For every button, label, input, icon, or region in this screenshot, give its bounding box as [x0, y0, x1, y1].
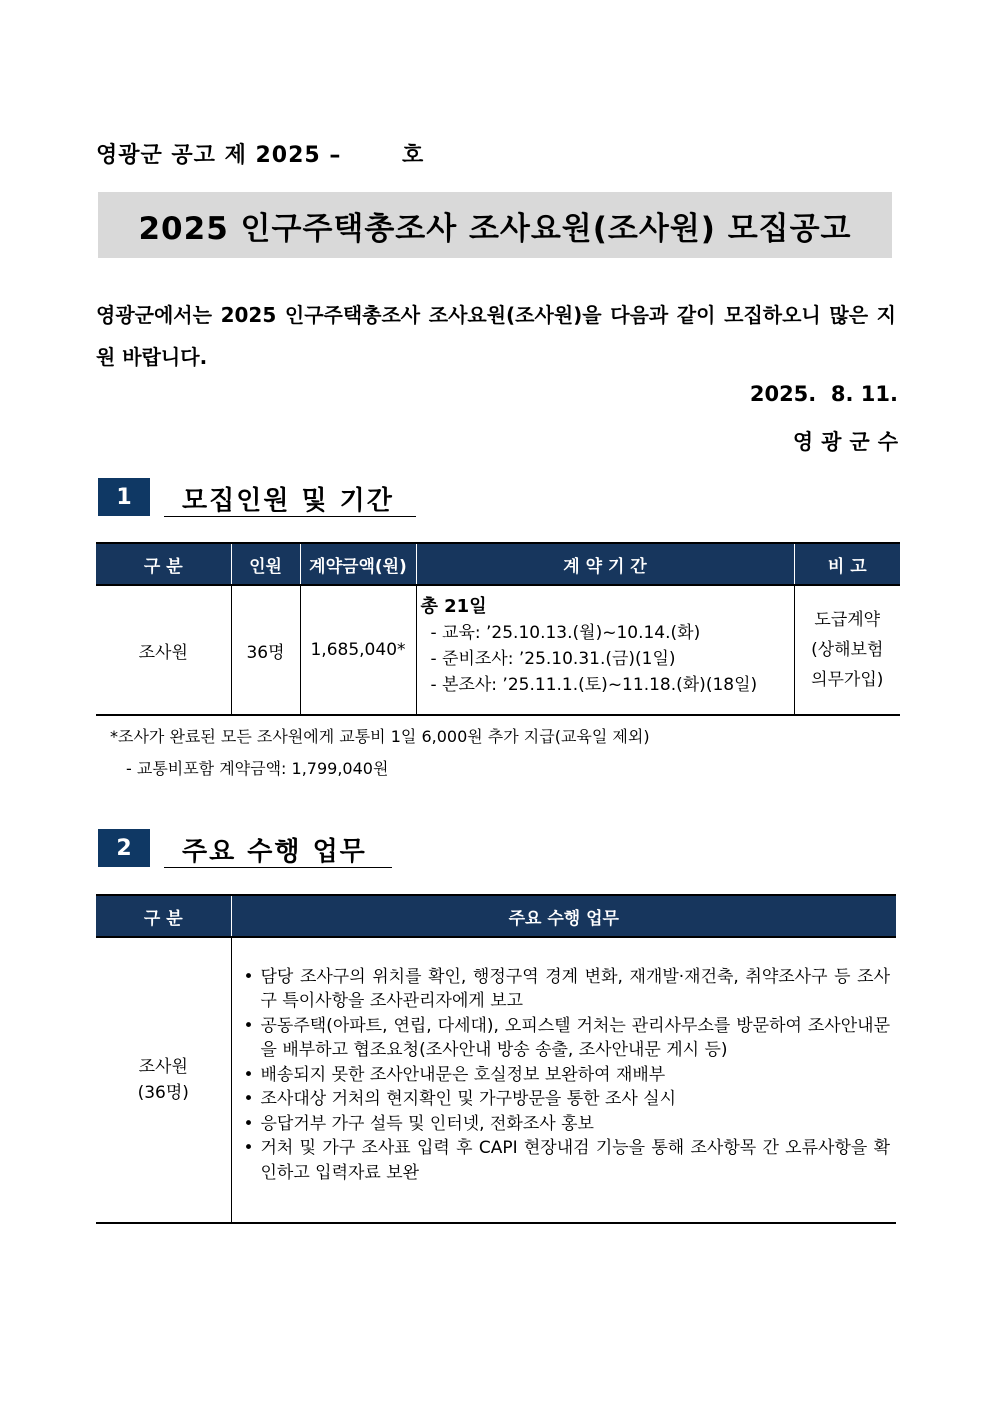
table-row	[96, 937, 896, 1223]
col-header-duties: 주요 수행 업무	[231, 895, 896, 937]
footnote-transport: *조사가 완료된 모든 조사원에게 교통비 1일 6,000원 추가 지급(교육일 제외)	[110, 727, 650, 746]
staff-count: (36명)	[137, 1083, 189, 1103]
table-row	[96, 585, 900, 715]
duties-list	[232, 965, 897, 1196]
bullet-icon: •	[243, 1015, 254, 1036]
cell-headcount: 36명	[231, 585, 300, 715]
list-item	[244, 1014, 891, 1063]
period-item-main: - 본조사: ’25.11.1.(토)~11.18.(화)(18일)	[430, 675, 758, 695]
document-title: 2025 인구주택총조사 조사요원(조사원) 모집공고	[138, 210, 852, 247]
col-header-remarks: 비 고	[794, 543, 900, 585]
remark-line: (상해보험	[811, 640, 884, 660]
duty-text: 담당 조사구의 위치를 확인, 행정구역 경계 변화, 재개발·재건축, 취약조사구 등 조사구 특이사항을 조사관리자에게 보고	[260, 966, 890, 1012]
period-item-training: - 교육: ’25.10.13.(월)~10.14.(화)	[430, 623, 701, 643]
notice-number: 영광군 공고 제 2025 – 호	[96, 143, 425, 168]
col-header-period: 계 약 기 간	[416, 543, 794, 585]
cell-period	[416, 585, 794, 715]
col-header-category: 구 분	[96, 543, 231, 585]
remark-line: 도급계약	[814, 610, 881, 630]
section-2-title: 주요 수행 업무	[182, 837, 367, 867]
document-title-box	[98, 192, 892, 258]
col-header-amount: 계약금액(원)	[300, 543, 416, 585]
list-item	[244, 1087, 891, 1112]
col-header-category: 구 분	[96, 895, 231, 937]
cell-amount: 1,685,040*	[300, 585, 416, 715]
duty-text: 공동주택(아파트, 연립, 다세대), 오피스텔 거처는 관리사무소를 방문하여 조사안내문을 배부하고 협조요청(조사안내 방송 송출, 조사안내문 게시 등)	[260, 1015, 890, 1061]
signer: 영광군수	[792, 430, 906, 454]
cell-remarks	[794, 585, 900, 715]
period-total: 총 21일	[420, 596, 487, 617]
section-1-title: 모집인원 및 기간	[182, 486, 394, 516]
cell-category	[96, 937, 231, 1223]
bullet-icon: •	[243, 1113, 254, 1134]
recruitment-table	[96, 542, 900, 716]
bullet-icon: •	[243, 1138, 254, 1159]
list-item	[244, 1063, 891, 1088]
duty-text: 배송되지 못한 조사안내문은 호실정보 보완하여 재배부	[260, 1064, 666, 1085]
bullet-icon: •	[243, 1064, 254, 1085]
duty-text: 조사대상 거처의 현지확인 및 가구방문을 통한 조사 실시	[260, 1089, 677, 1110]
section-2-badge: 2	[98, 829, 150, 867]
period-item-prep: - 준비조사: ’25.10.31.(금)(1일)	[430, 649, 676, 669]
list-item	[244, 965, 891, 1014]
footnote-total-amount: - 교통비포함 계약금액: 1,799,040원	[126, 759, 389, 778]
list-item	[244, 1112, 891, 1137]
list-item	[244, 1136, 891, 1185]
section-1-underline	[164, 516, 416, 517]
intro-paragraph: 영광군에서는 2025 인구주택총조사 조사요원(조사원)을 다음과 같이 모집하오니 많은 지원 바랍니다.	[96, 303, 896, 369]
duties-table	[96, 894, 896, 1224]
duties-table-header	[96, 895, 896, 937]
notice-date: 2025. 8. 11.	[749, 382, 898, 406]
section-2-underline	[164, 867, 392, 868]
col-header-headcount: 인원	[231, 543, 300, 585]
bullet-icon: •	[243, 1089, 254, 1110]
bullet-icon: •	[243, 966, 254, 987]
cell-duties	[231, 937, 896, 1223]
cell-category: 조사원	[96, 585, 231, 715]
staff-label: 조사원	[138, 1057, 188, 1077]
duty-text: 응답거부 가구 설득 및 인터넷, 전화조사 홍보	[260, 1113, 594, 1134]
duty-text: 거처 및 가구 조사표 입력 후 CAPI 현장내검 기능을 통해 조사항목 간 오류사항을 확인하고 입력자료 보완	[260, 1138, 890, 1183]
recruitment-table-header	[96, 543, 900, 585]
section-1-badge: 1	[98, 478, 150, 516]
remark-line: 의무가입)	[811, 670, 884, 690]
